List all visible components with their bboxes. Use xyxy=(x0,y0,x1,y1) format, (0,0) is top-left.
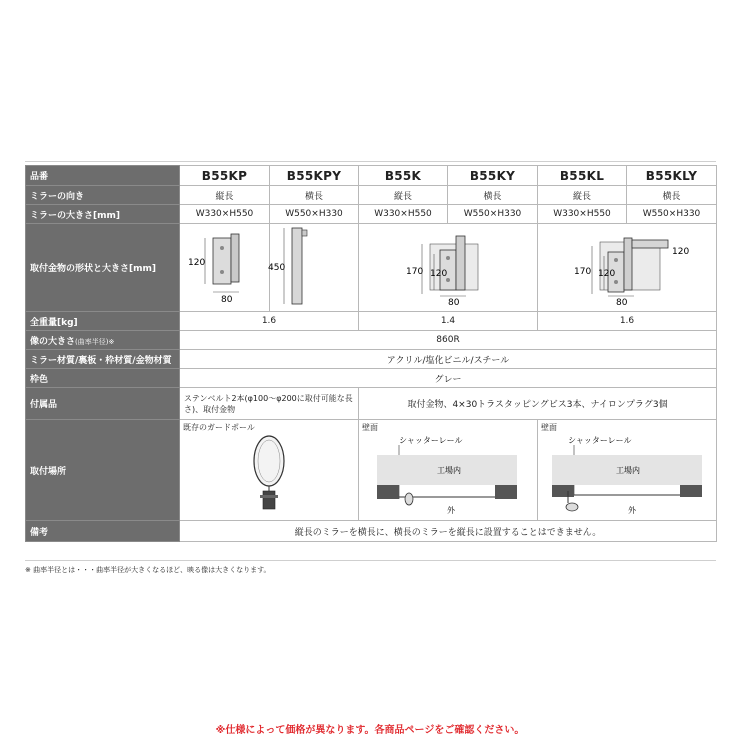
remarks-label: 備考 xyxy=(26,521,180,542)
dim-450: 450 xyxy=(268,263,286,273)
round-mirror-on-pole-icon xyxy=(184,433,354,517)
orientation-cell: 縦長 xyxy=(180,186,270,205)
orientation-cell: 横長 xyxy=(627,186,717,205)
location-wall-caption: 壁面 xyxy=(362,423,378,432)
arm-mount-plan-icon xyxy=(538,433,716,517)
image-size-cell: 860R xyxy=(180,331,717,350)
model-b55kly: B55KLY xyxy=(627,166,717,186)
weight-row xyxy=(26,312,717,331)
fitting-pole-drawing xyxy=(270,224,359,312)
location-arm-cell xyxy=(538,420,717,521)
size-cell: W330×H550 xyxy=(359,205,448,224)
material-label: ミラー材質/裏板・枠材質/金物材質 xyxy=(26,350,180,369)
location-wall-cell xyxy=(359,420,538,521)
wall-mount-plan-icon xyxy=(359,433,537,517)
dim-80: 80 xyxy=(616,298,628,308)
location-label: 取付場所 xyxy=(26,420,180,521)
wall-bracket-icon xyxy=(368,224,528,308)
model-b55kp: B55KP xyxy=(180,166,270,186)
pole-bracket-icon xyxy=(181,224,269,308)
shutter-rail-text: シャッターレール xyxy=(399,436,463,445)
dim-80: 80 xyxy=(448,298,460,308)
model-b55kpy: B55KPY xyxy=(270,166,359,186)
dim-120: 120 xyxy=(430,269,448,279)
size-label: ミラーの大きさ[mm] xyxy=(26,205,180,224)
orientation-cell: 横長 xyxy=(448,186,538,205)
frame-color-row xyxy=(26,369,717,388)
material-row xyxy=(26,350,717,369)
remarks-row xyxy=(26,521,717,542)
frame-color-cell: グレー xyxy=(180,369,717,388)
price-notice: ※仕様によって価格が異なります。各商品ページをご確認ください。 xyxy=(215,725,525,736)
size-cell: W330×H550 xyxy=(538,205,627,224)
orientation-row xyxy=(26,186,717,205)
model-b55ky: B55KY xyxy=(448,166,538,186)
frame-color-label: 枠色 xyxy=(26,369,180,388)
model-b55kl: B55KL xyxy=(538,166,627,186)
dim-120: 120 xyxy=(672,247,690,257)
accessories-row xyxy=(26,388,717,420)
orientation-label: ミラーの向き xyxy=(26,186,180,205)
dim-170: 170 xyxy=(406,267,424,277)
fitting-label: 取付金物の形状と大きさ[mm] xyxy=(26,224,180,312)
location-pole-cell xyxy=(180,420,359,521)
size-cell: W550×H330 xyxy=(270,205,359,224)
footnote: ※ 曲率半径とは・・・曲率半径が大きくなるほど、映る像は大きくなります。 xyxy=(25,566,271,574)
top-divider xyxy=(25,161,716,162)
orientation-cell: 横長 xyxy=(270,186,359,205)
pole-icon xyxy=(270,224,358,308)
location-arm-caption: 壁面 xyxy=(541,423,557,432)
factory-inside-text: 工場内 xyxy=(437,466,461,475)
shutter-rail-text: シャッターレール xyxy=(568,436,632,445)
spec-table xyxy=(25,165,717,542)
material-cell: アクリル/塩化ビニル/スチール xyxy=(180,350,717,369)
accessories-label: 付属品 xyxy=(26,388,180,420)
image-size-label-note: (曲率半径)※ xyxy=(75,337,115,346)
image-size-row xyxy=(26,331,717,350)
orientation-cell: 縦長 xyxy=(538,186,627,205)
accessories-wall-cell: 取付金物、4×30トラスタッピングビス3本、ナイロンプラグ3個 xyxy=(359,388,717,420)
size-row xyxy=(26,205,717,224)
remarks-cell: 縦長のミラーを横長に、横長のミラーを縦長に設置することはできません。 xyxy=(180,521,717,542)
image-size-label xyxy=(26,331,180,350)
size-cell: W330×H550 xyxy=(180,205,270,224)
orientation-cell: 縦長 xyxy=(359,186,448,205)
bottom-divider xyxy=(25,560,716,561)
accessories-pole-cell: ステンベルト2本(φ100〜φ200に取付可能な長さ)、取付金物 xyxy=(180,388,359,420)
arm-bracket-icon xyxy=(542,224,712,308)
fitting-wall-bracket-drawing xyxy=(359,224,538,312)
dim-120: 120 xyxy=(187,258,205,268)
outside-text: 外 xyxy=(447,506,455,515)
outside-text: 外 xyxy=(628,506,636,515)
weight-cell: 1.6 xyxy=(538,312,717,331)
fitting-arm-bracket-drawing xyxy=(538,224,717,312)
model-b55k: B55K xyxy=(359,166,448,186)
location-row xyxy=(26,420,717,521)
size-cell: W550×H330 xyxy=(627,205,717,224)
weight-cell: 1.6 xyxy=(180,312,359,331)
dim-120: 120 xyxy=(598,269,616,279)
model-label: 品番 xyxy=(26,166,180,186)
weight-cell: 1.4 xyxy=(359,312,538,331)
location-pole-caption: 既存のガードポール xyxy=(183,423,255,432)
factory-inside-text: 工場内 xyxy=(616,466,640,475)
dim-170: 170 xyxy=(574,267,592,277)
dim-80: 80 xyxy=(220,295,232,305)
size-cell: W550×H330 xyxy=(448,205,538,224)
image-size-label-text: 像の大きさ xyxy=(30,336,76,347)
fitting-row xyxy=(26,224,717,312)
fitting-pole-bracket-drawing xyxy=(180,224,270,312)
model-row xyxy=(26,166,717,186)
weight-label: 全重量[kg] xyxy=(26,312,180,331)
